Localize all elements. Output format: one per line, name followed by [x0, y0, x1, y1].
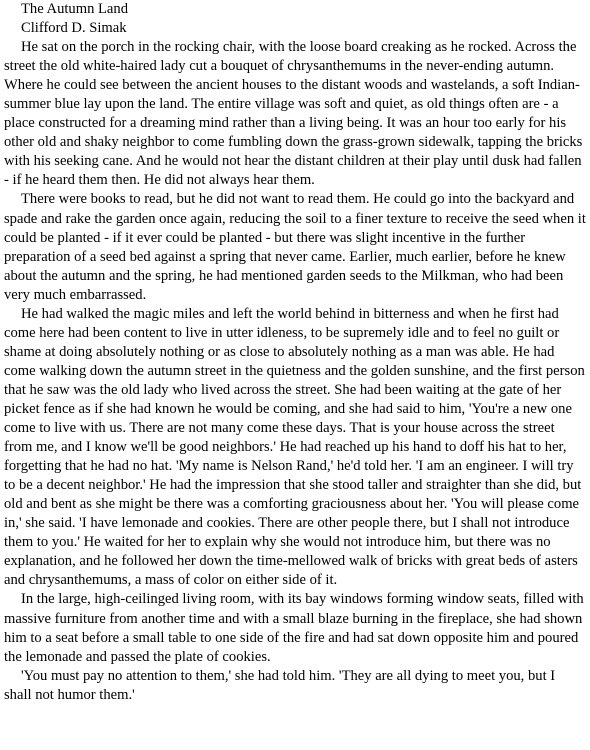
- paragraph: 'You must pay no attention to them,' she had told him. 'They are all dying to meet you, but I shall not humor them.': [4, 667, 556, 703]
- document-author: Clifford D. Simak: [21, 20, 127, 37]
- document-page: [4, 0, 586, 705]
- document-title: The Autumn Land: [21, 1, 129, 17]
- paragraph: In the large, high-ceilinged living room, with its bay windows forming window seats, filled with massive furniture from another time and with a small blaze burning in the fireplace, she had shown him to a seat before a small table to one side of the fire and had sat down opposite him and poured the lemonade and passed the plate of cookies.: [4, 591, 584, 665]
- paragraph: He sat on the porch in the rocking chair, with the loose board creaking as he rocked. Across the street the old white-haired lady cut a bouquet of chrysanthemums in the never-ending autumn. Where he could see between the ancient houses to the distant woods and wastelands, a soft Indian-summer blue lay upon the land. The entire village was soft and quiet, as old things often are - a place constructed for a dreaming mind rather than a living being. It was an hour too early for his other old and shaky neighbor to come fumbling down the grass-grown sidewalk, tapping the bricks with his seeking cane. And he would not hear the distant children at their play until dusk had fallen - if he heard them then. He did not always hear them.: [4, 39, 583, 189]
- paragraph: There were books to read, but he did not want to read them. He could go into the backyard and spade and rake the garden once again, reducing the soil to a finer texture to receive the seed when it could be planted - if it ever could be planted - but there was slight incentive in the further preparation of a seed bed against a spring that never came. Earlier, much earlier, before he knew about the autumn and the spring, he had mentioned garden seeds to the Milkman, who had been very much embarrassed.: [4, 191, 586, 303]
- paragraph: He had walked the magic miles and left the world behind in bitterness and when he first had come here had been content to live in utter idleness, to be supremely idle and to feel no guilt or shame at doing absolutely nothing or as close to absolutely nothing as a man was able. He had come walking down the autumn street in the quietness and the golden sunshine, and the first person that he saw was the old lady who lived across the street. She had been waiting at the gate of her picket fence as if she had known he would be coming, and she had said to him, 'You're a new one come to live with us. There are not many come these days. That is your house across the street from me, and I know we'll be good neighbors.' He had reached up his hand to doff his hat to her, forgetting that he had no hat. 'My name is Nelson Rand,' he'd told her. 'I am an engineer. I will try to be a decent neighbor.' He had the impression that she stood taller and straighter than she did, but old and bent as she might be there was a comforting graciousness about her. 'You will please come in,' she said. 'I have lemonade and cookies. There are other people there, but I shall not introduce them to you.' He waited for her to explain why she would not introduce him, but there was no explanation, and he followed her down the time-mellowed walk of bricks with great beds of asters and chrysanthemums, a mass of color on either side of it.: [4, 305, 585, 589]
